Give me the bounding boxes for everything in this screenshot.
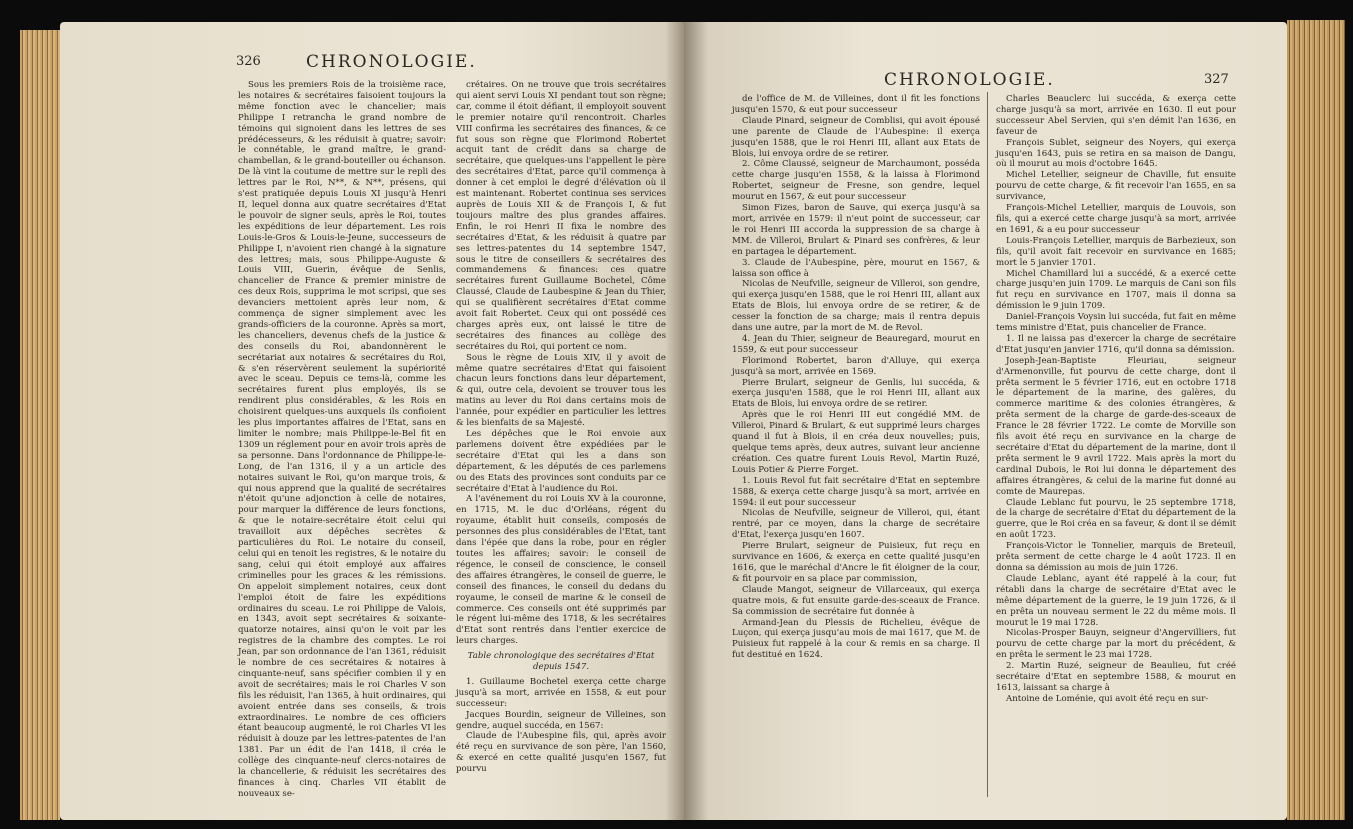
paragraph: Claude Pinard, seigneur de Comblisi, qui avoit épousé une parente de Claude de l'Aubespine: il exerça jusqu'en 1588, que le roi Henri III, allant aux Etats de Blois, lui envoya ordre de se retirer. bbox=[732, 115, 980, 159]
left-page-header: CHRONOLOGIE. bbox=[306, 52, 477, 72]
paragraph: Charles Beauclerc lui succéda, & exerça cette charge jusqu'à sa mort, arrivée en 1630. Il eut pour successeur Abel Servien, qui s'en démit l'an 1636, en faveur de bbox=[996, 94, 1236, 137]
paragraph: Après que le roi Henri III eut congédié MM. de Villeroi, Pinard & Brulart, & eut supprimé leurs charges quand il fut à Blois, il en créa deux nouvelles; puis, quelque tems après, deux autres, suivant leur ancienne création. Ces quatre furent Louis Revol, Martin Ruzé, Louis Potier & Pierre Forget. bbox=[732, 410, 980, 475]
paragraph: Claude Mangot, seigneur de Villarceaux, qui exerça quatre mois, & fut ensuite garde-des-sceaux de France. Sa commission de secrétaire fut donnée à bbox=[732, 584, 980, 617]
left-page bbox=[60, 22, 684, 820]
paragraph: Nicolas-Prosper Bauyn, seigneur d'Angervilliers, fut pourvu de cette charge par la mort du précédent, & en prêta le serment le 23 mai 1728. bbox=[996, 628, 1236, 661]
paragraph: 1. Il ne laissa pas d'exercer la charge de secrétaire d'Etat jusqu'en janvier 1716, qu'il donna sa démission. bbox=[996, 333, 1236, 355]
paragraph: Armand-Jean du Plessis de Richelieu, évêque de Luçon, qui exerça jusqu'au mois de mai 1617, que M. de Puisieux fut rappelé à la cour & remis en sa charge. Il fut destitué en 1624. bbox=[732, 617, 980, 661]
paragraph: Claude de l'Aubespine fils, qui, après avoir été reçu en survivance de son père, l'an 1560, & exercé en cette qualité jusqu'en 1567, fut pourvu bbox=[456, 731, 666, 775]
paragraph: Pierre Brulart, seigneur de Genlis, lui succéda, & exerça jusqu'en 1588, que le roi Henri III, allant aux Etats de Blois, lui envoya ordre de se retirer. bbox=[732, 377, 980, 410]
book-spread bbox=[8, 8, 1345, 821]
paragraph: Louis-François Letellier, marquis de Barbezieux, son fils, qu'il avoit fait recevoir en survivance en 1685; mort le 5 janvier 1701. bbox=[996, 235, 1236, 268]
paragraph: Claude Leblanc, ayant été rappelé à la cour, fut rétabli dans la charge de secrétaire d'Etat avec le même département de la guerre, le 19 juin 1726, & il en prêta un nouveau serment le 22 du même mois. Il mourut le 19 mai 1728. bbox=[996, 573, 1236, 628]
right-column-1 bbox=[732, 94, 980, 661]
right-page-header: CHRONOLOGIE. bbox=[884, 70, 1055, 90]
right-column-2 bbox=[996, 94, 1236, 705]
column-divider bbox=[987, 92, 988, 797]
paragraph: 4. Jean du Thier, seigneur de Beauregard, mourut en 1559, & eut pour successeur bbox=[732, 333, 980, 355]
paragraph: Antoine de Loménie, qui avoit été reçu en sur- bbox=[1006, 693, 1209, 704]
paragraph: 2. Côme Claussé, seigneur de Marchaumont, posséda cette charge jusqu'en 1558, & la laissa à Florimond Robertet, seigneur de Fresne, son gendre, lequel mourut en 1567, & eut pour successeur bbox=[732, 159, 980, 203]
right-page bbox=[684, 22, 1287, 820]
paragraph: Sous les premiers Rois de la troisième race, les notaires & secrétaires faisoient toujours la même fonction avec le chancelier; mais Philippe I retrancha le grand nombre de témoins qui signoient dans les lettres de ses prédécesseurs, & les réduisit à quatre; savoir: le connétable, le grand maître, le grand-chambellan, & le grand-bouteiller ou échanson. De là vint la coutume de mettre sur le repli des lettres par le Roi, N**, & N**, présens, qui s'est pratiquée depuis Louis XI jusqu'à Henri II, lequel donna aux quatre secrétaires d'Etat le pouvoir de signer seuls, après le Roi, toutes les expéditions de leur département. Les rois Louis-le-Gros & Louis-le-Jeune, successeurs de Philippe I, n'avoient rien changé à la signature des lettres; mais, sous Philippe-Auguste & Louis VIII, Guerin, évêque de Senlis, chancelier de France & premier ministre de ces deux Rois, supprima le mot scripsi, que ses devanciers mettoient après leur nom, & commença de signer simplement avec les grands-officiers de la couronne. Après sa mort, les chanceliers, devenus chefs de la justice & des conseils du Roi, abandonnèrent le secrétariat aux notaires & secrétaires du Roi, & s'en réservèrent seulement la supériorité avec le sceau. Depuis ce tems-là, comme les secrétaires furent plus employés, ils se rendirent plus considérables, & les Rois en choisirent quelques-uns auxquels ils confioient les plus importantes affaires de l'Etat, sans en limiter le nombre; mais Philippe-le-Bel fit en 1309 un réglement pour en avoir trois après de sa personne. Dans l'ordonnance de Philippe-le-Long, de l'an 1316, il y a un article des notaires suivant le Roi, qu'on marque trois, & qui nous apprend que la qualité de secrétaires n'étoit qu'une adjonction à celle de notaires, pour marquer la différence de leurs fonctions, & que le notaire-secrétaire étoit celui qui travailloit aux dépêches secrètes & particulières du Roi. Le notaire du conseil, celui qui en tenoit les registres, & le notaire du sang, celui qui étoit employé aux affaires criminelles pour les graces & les rémissions. On appeloit simplement notaires, ceux dont l'emploi étoit de faire les expéditions ordinaires du sceau. Le roi Philippe de Valois, en 1343, avoit sept secrétaires & soixante-quatorze notaires, ainsi qu'on le voit par les registres de la chambre des comptes. Le roi Jean, par son ordonnance de l'an 1361, réduisit le nombre de ces secrétaires & notaires à cinquante-neuf, sans spécifier combien il y en avoit de secrétaires; mais le roi Charles V son fils les réduisit, l'an 1365, à huit ordinaires, qui avoient entrée dans ses conseils, & trois extraordinaires. Le nombre de ces officiers étant beaucoup augmenté, le roi Charles VI les réduisit à douze par les lettres-patentes de l'an 1381. Par un édit de l'an 1418, il créa le collège des cinquante-neuf clercs-notaires de la chancellerie, & réduisit les secrétaires des finances à cinq. Charles VII établit de nouveaux se- bbox=[238, 80, 446, 799]
paragraph: Les dépêches que le Roi envoie aux parlemens doivent être expédiées par le secrétaire d'Etat qui les a dans son département, & les députés de ces parlemens ou des Etats des provinces sont conduits par ce secrétaire d'Etat à l'audience du Roi. bbox=[456, 429, 666, 494]
paragraph: crétaires. On ne trouve que trois secrétaires qui aient servi Louis XI pendant tout son règne; car, comme il étoit défiant, il employoit souvent le premier notaire qu'il rencontroit. Charles VIII confirma les secrétaires des finances, & ce fut sous son règne que Florimond Robertet acquit tant de crédit dans sa charge de secrétaire, que quelques-uns l'appellent le père des secrétaires d'Etat, parce qu'il commença à donner à cet emploi le degré d'élévation où il est maintenant. Robertet continua ses services auprès de Louis XII & de François I, & fut toujours maître des plus grandes affaires. Enfin, le roi Henri II fixa le nombre des secrétaires d'Etat, & les réduisit à quatre par ses lettres-patentes du 14 septembre 1547, sous le titre de conseillers & secrétaires des commandemens & finances: ces quatre secrétaires furent Guillaume Bochetel, Côme Claussé, Claude de Laubespine & Jean du Thier, qui se qualifièrent secrétaires d'Etat comme avoit fait Robertet. Ceux qui ont possédé ces charges après eux, ont laissé le titre de secrétaires des finances au collège des secrétaires du Roi, qui portent ce nom. bbox=[456, 80, 667, 352]
table-title: Table chronologique des secrétaires d'Etat depuis 1547. bbox=[467, 651, 655, 673]
paragraph: Claude Leblanc fut pourvu, le 25 septembre 1718, de la charge de secrétaire d'Etat du département de la guerre, que le Roi créa en sa faveur, & dont il se démit en août 1723. bbox=[996, 497, 1236, 541]
paragraph: Jacques Bourdin, seigneur de Villeines, son gendre, auquel succéda, en 1567: bbox=[456, 709, 666, 731]
paragraph: A l'avénement du roi Louis XV à la couronne, en 1715, M. le duc d'Orléans, régent du royaume, établit huit conseils, composés de personnes des plus considérables de l'Etat, tant dans l'épée que dans la robe, pour en régler toutes les affaires; savoir: le conseil de régence, le conseil de conscience, le conseil des affaires étrangères, le conseil de guerre, le conseil des finances, le conseil du dedans du royaume, le conseil de marine & le conseil de commerce. Ces conseils ont été supprimés par le régent lui-même des 1718, & les secrétaires d'Etat sont rentrés dans l'entier exercice de leurs charges. bbox=[456, 494, 666, 647]
paragraph: Sous le règne de Louis XIV, il y avoit de même quatre secrétaires d'Etat qui faisoient chacun leurs fonctions dans leur département, & qui, outre cela, devoient se trouver tous les matins au lever du Roi dans certains mois de l'année, pour expédier en particulier les lettres & les bienfaits de sa Majesté. bbox=[456, 352, 666, 429]
paragraph: Simon Fizes, baron de Sauve, qui exerça jusqu'à sa mort, arrivée en 1579: il n'eut point de successeur, car le roi Henri III accorda la suppression de sa charge à MM. de Villeroi, Brulart & Pinard ses confrères, & leur en partagea le département. bbox=[732, 203, 980, 257]
paragraph: 3. Claude de l'Aubespine, père, mourut en 1567, & laissa son office à bbox=[732, 257, 980, 279]
paragraph: Nicolas de Neufville, seigneur de Villeroi, qui, étant rentré, par ce moyen, dans la charge de secrétaire d'Etat, l'exerça jusqu'en 1607. bbox=[732, 508, 980, 541]
paragraph: Joseph-Jean-Baptiste Fleuriau, seigneur d'Armenonville, fut pourvu de cette charge, dont il prêta serment le 5 février 1716, eut en octobre 1718 le département de la marine, des galères, du commerce maritime & des colonies étrangères, & prêta serment de la charge de garde-des-sceaux de France le 28 février 1722. Le comte de Morville son fils avoit été reçu en survivance en la charge de secrétaire d'Etat du département de la marine, dont il prêta serment le 9 avril 1722. Mais après la mort du cardinal Dubois, le Roi lui donna le département des affaires étrangères, & celui de la marine fut donné au comte de Maurepas. bbox=[996, 355, 1236, 497]
paragraph: François-Victor le Tonnelier, marquis de Breteuil, prêta serment de cette charge le 4 août 1723. Il en donna sa démission au mois de juin 1726. bbox=[996, 541, 1236, 573]
paragraph: Daniel-François Voysin lui succéda, fut fait en même tems ministre d'Etat, puis chancelier de France. bbox=[996, 312, 1236, 334]
paragraph: Michel Chamillard lui a succédé, & a exercé cette charge jusqu'en juin 1709. Le marquis de Cani son fils fut reçu en survivance en 1707, mais il donna sa démission le 9 juin 1709. bbox=[996, 268, 1236, 312]
paragraph: 2. Martin Ruzé, seigneur de Beaulieu, fut créé secrétaire d'Etat en septembre 1588, & mourut en 1613, laissant sa charge à bbox=[996, 661, 1236, 693]
right-page-number: 327 bbox=[1204, 72, 1229, 87]
left-page-number: 326 bbox=[236, 54, 261, 69]
paragraph: Michel Letellier, seigneur de Chaville, fut ensuite pourvu de cette charge, & fit recevoir l'an 1655, en sa survivance, bbox=[996, 170, 1236, 203]
paragraph: 1. Louis Revol fut fait secrétaire d'Etat en septembre 1588, & exerça cette charge jusqu'à sa mort, arrivée en 1594: il eut pour successeur bbox=[732, 475, 980, 508]
paragraph: Nicolas de Neufville, seigneur de Villeroi, son gendre, qui exerça jusqu'en 1588, que le roi Henri III, allant aux Etats de Blois, lui envoya ordre de se retirer, & de cesser la fonction de sa charge; mais il rentra depuis dans une autre, par la mort de M. de Revol. bbox=[732, 279, 980, 334]
paragraph: de l'office de M. de Villeines, dont il fit les fonctions jusqu'en 1570, & eut pour successeur bbox=[732, 94, 980, 115]
paragraph: Pierre Brulart, seigneur de Puisieux, fut reçu en survivance en 1606, & exerça en cette qualité jusqu'en 1616, que le maréchal d'Ancre le fit éloigner de la cour, & fit pourvoir en sa place par commission, bbox=[732, 541, 980, 584]
paragraph: François-Michel Letellier, marquis de Louvois, son fils, qui a exercé cette charge jusqu'à sa mort, arrivée en 1691, & a eu pour successeur bbox=[996, 203, 1236, 235]
right-page-edges bbox=[1287, 20, 1345, 820]
left-page-edges bbox=[20, 30, 60, 820]
left-column-2 bbox=[456, 80, 666, 775]
paragraph: 1. Guillaume Bochetel exerça cette charge jusqu'à sa mort, arrivée en 1558, & eut pour successeur: bbox=[456, 676, 666, 709]
paragraph: Florimond Robertet, baron d'Alluye, qui exerça jusqu'à sa mort, arrivée en 1569. bbox=[732, 355, 980, 377]
paragraph: François Sublet, seigneur des Noyers, qui exerça jusqu'en 1643, puis se retira en sa maison de Dangu, où il mourut au mois d'octobre 1645. bbox=[996, 137, 1236, 170]
left-column-1 bbox=[238, 80, 446, 800]
